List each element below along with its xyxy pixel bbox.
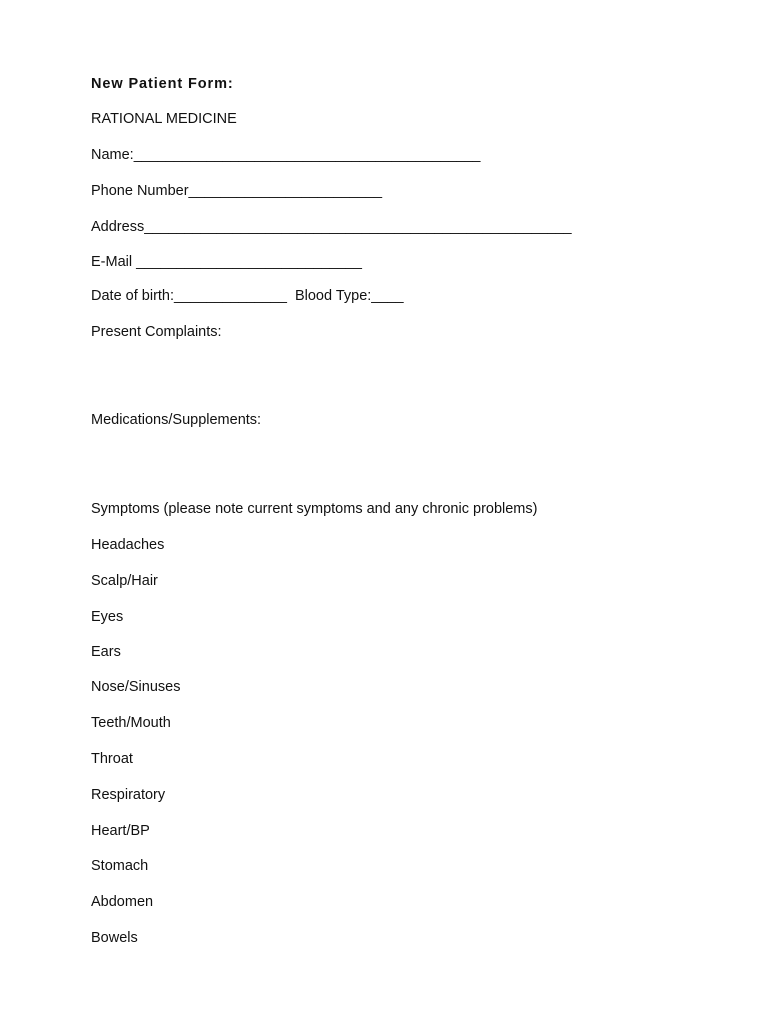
symptom-item: Headaches: [91, 537, 165, 553]
form-title: New Patient Form:: [91, 76, 234, 92]
symptom-item: Nose/Sinuses: [91, 679, 181, 695]
symptom-item: Scalp/Hair: [91, 573, 158, 589]
phone-field: Phone Number________________________: [91, 183, 383, 199]
symptom-item: Throat: [91, 751, 133, 767]
medications-label: Medications/Supplements:: [91, 412, 262, 428]
email-field: E-Mail ____________________________: [91, 254, 362, 270]
symptom-item: Teeth/Mouth: [91, 715, 171, 731]
dob-bloodtype-field: Date of birth:______________ Blood Type:____: [91, 288, 404, 304]
symptom-item: Abdomen: [91, 894, 154, 910]
organization-name: RATIONAL MEDICINE: [91, 111, 237, 127]
symptoms-heading: Symptoms (please note current symptoms and any chronic problems): [91, 501, 538, 517]
symptom-item: Heart/BP: [91, 823, 150, 839]
symptom-item: Bowels: [91, 930, 138, 946]
symptom-item: Ears: [91, 644, 121, 660]
symptom-item: Stomach: [91, 858, 149, 874]
address-field: Address_____________________________________________________: [91, 219, 572, 235]
name-field: Name:___________________________________________: [91, 147, 481, 163]
symptom-item: Eyes: [91, 609, 124, 625]
present-complaints-label: Present Complaints:: [91, 324, 222, 340]
symptom-item: Respiratory: [91, 787, 166, 803]
